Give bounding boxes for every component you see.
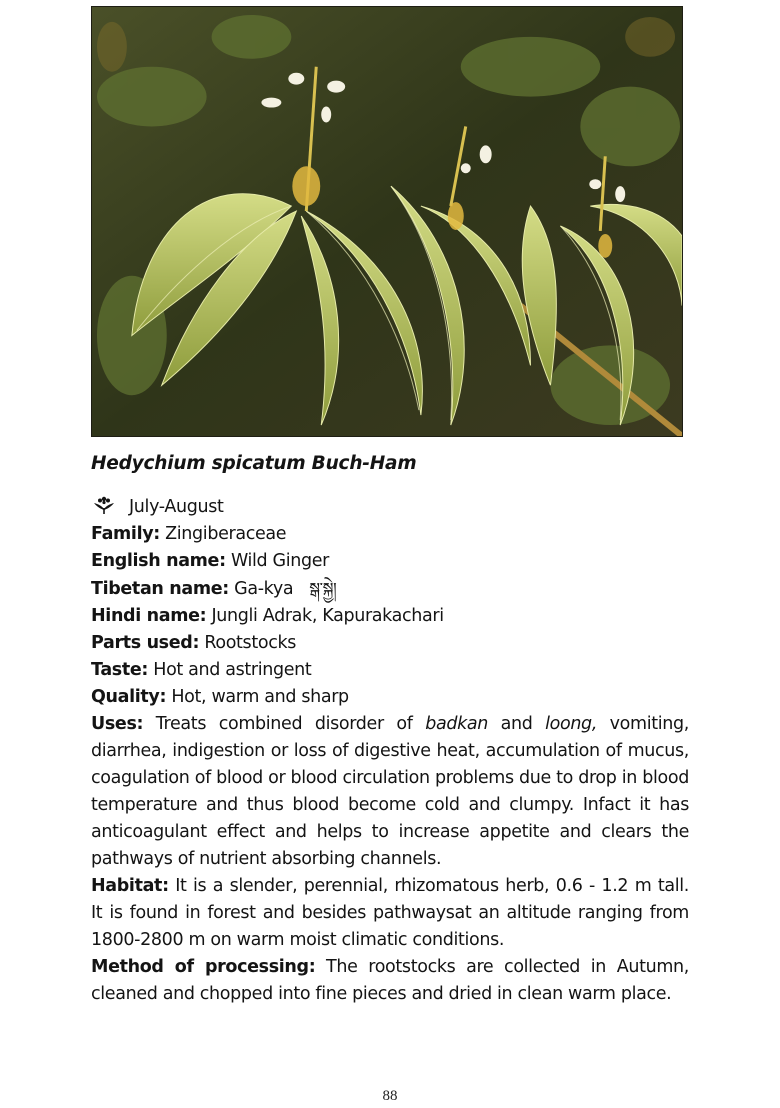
field-taste <box>91 657 689 684</box>
field-value: Jungli Adrak, Kapurakachari <box>211 606 444 626</box>
habitat-label: Habitat: <box>91 876 169 896</box>
uses-paragraph <box>91 711 689 873</box>
plant-photo <box>91 6 683 437</box>
processing-paragraph <box>91 954 689 1008</box>
field-label: Parts used: <box>91 633 200 653</box>
flowering-period-value: July-August <box>129 497 224 517</box>
term-badkan: badkan <box>425 714 488 734</box>
field-label: English name: <box>91 551 226 571</box>
field-value: Rootstocks <box>204 633 297 653</box>
field-label: Tibetan name: <box>91 579 229 599</box>
uses-label: Uses: <box>91 714 144 734</box>
field-parts-used <box>91 630 689 657</box>
tibetan-script: སྒ་སྐྱེ། <box>309 579 337 598</box>
flower-icon <box>93 496 115 514</box>
uses-text: and <box>487 714 546 734</box>
field-label: Family: <box>91 524 160 544</box>
habitat-text: It is a slender, perennial, rhizomatous herb, 0.6 - 1.2 m tall. It is found in forest and besides pathwaysat an altitude ranging from 1800-2800 m on warm moist climatic conditions. <box>91 876 689 950</box>
field-tibetan-name <box>91 575 689 603</box>
uses-text: Treats combined disorder of <box>143 714 426 734</box>
field-value: Ga-kya <box>234 579 294 599</box>
term-loong: loong, <box>545 714 598 734</box>
species-title: Hedychium spicatum Buch-Ham <box>91 453 417 474</box>
uses-text: vomiting, diarrhea, indigestion or loss of digestive heat, accumulation of mucus, coagulation of blood or blood circulation problems due to drop in blood temperature and thus blood become cold and clumpy. Infact it has anticoagulant effect and helps to increase appetite and clears the pathways of nutrient absorbing channels. <box>91 714 689 869</box>
field-quality <box>91 684 689 711</box>
flowering-period <box>91 494 689 521</box>
field-label: Hindi name: <box>91 606 207 626</box>
habitat-paragraph <box>91 873 689 954</box>
field-value: Hot, warm and sharp <box>171 687 349 707</box>
field-label: Taste: <box>91 660 149 680</box>
processing-label: Method of processing: <box>91 957 316 977</box>
field-value: Wild Ginger <box>230 551 330 571</box>
field-hindi-name <box>91 603 689 630</box>
processing-text: The rootstocks are collected in Autumn, cleaned and chopped into fine pieces and dried in clean warm place. <box>91 957 689 1004</box>
plant-entry <box>91 452 689 1008</box>
field-value: Zingiberaceae <box>165 524 287 544</box>
page-number: 88 <box>382 1088 398 1104</box>
field-label: Quality: <box>91 687 167 707</box>
field-family <box>91 521 689 548</box>
field-english-name <box>91 548 689 575</box>
plant-illustration <box>92 7 682 436</box>
field-value: Hot and astringent <box>153 660 312 680</box>
